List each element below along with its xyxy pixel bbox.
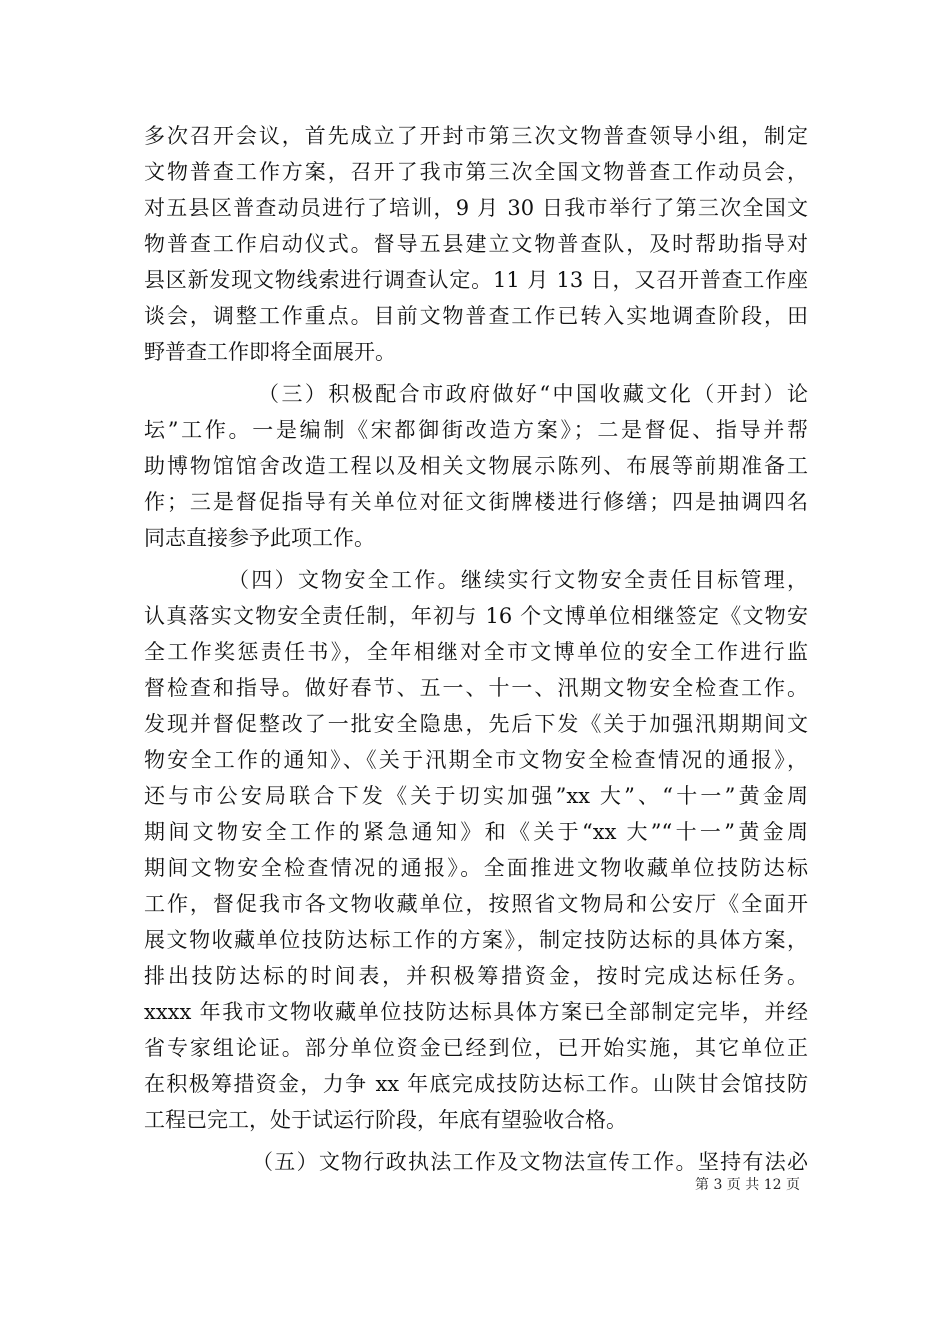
text-line: 督检查和指导。做好春节、五一、十一、汛期文物安全检查工作。 [144,676,808,700]
text-line: 全工作奖惩责任书》，全年相继对全市文博单位的安全工作进行监 [144,640,808,664]
text-line: 还与市公安局联合下发《关于切实加强”xx 大”、“十一”黄金周 [144,784,808,808]
text-line: 县区新发现文物线索进行调查认定。11 月 13 日，又召开普查工作座 [144,268,808,292]
text-line: 坛”工作。一是编制《宋都御街改造方案》；二是督促、指导并帮 [144,418,808,442]
text-line: 物安全工作的通知》、《关于汛期全市文物安全检查情况的通报》， [144,748,808,772]
paragraph-3 [144,562,808,1138]
text-line: 期间文物安全工作的紧急通知》和《关于“xx 大”“十一”黄金周 [144,820,808,844]
text-line: （五）文物行政执法工作及文物法宣传工作。坚持有法必 [252,1150,808,1174]
text-line: 省专家组论证。部分单位资金已经到位，已开始实施，其它单位正 [144,1036,808,1060]
text-line: xxxx 年我市文物收藏单位技防达标具体方案已全部制定完毕，并经 [144,1000,808,1024]
paragraph-2 [144,376,808,556]
text-line: 排出技防达标的时间表，并积极筹措资金，按时完成达标任务。 [144,964,808,988]
text-line: 谈会，调整工作重点。目前文物普查工作已转入实地调查阶段，田 [144,304,808,328]
body-text [144,118,808,1180]
paragraph-1 [144,118,808,370]
text-line: 期间文物安全检查情况的通报》。全面推进文物收藏单位技防达标 [144,856,808,880]
text-line: 对五县区普查动员进行了培训，9 月 30 日我市举行了第三次全国文 [144,196,808,220]
page-number-footer: 第 3 页 共 12 页 [695,1177,800,1193]
text-line: 野普查工作即将全面展开。 [144,340,396,364]
text-line: 同志直接参予此项工作。 [144,526,375,550]
text-line: 发现并督促整改了一批安全隐患，先后下发《关于加强汛期期间文 [144,712,808,736]
text-line: 多次召开会议，首先成立了开封市第三次文物普查领导小组，制定 [144,124,808,148]
text-line: 展文物收藏单位技防达标工作的方案》，制定技防达标的具体方案， [144,928,808,952]
text-line: 作；三是督促指导有关单位对征文街牌楼进行修缮；四是抽调四名 [144,490,808,514]
text-line: 助博物馆馆舍改造工程以及相关文物展示陈列、布展等前期准备工 [144,454,808,478]
text-line: 认真落实文物安全责任制，年初与 16 个文博单位相继签定《文物安 [144,604,808,628]
text-line: （三）积极配合市政府做好“中国收藏文化（开封）论 [258,382,808,406]
text-line: 物普查工作启动仪式。督导五县建立文物普查队，及时帮助指导对 [144,232,808,256]
text-line: 文物普查工作方案，召开了我市第三次全国文物普查工作动员会， [144,160,808,184]
text-line: 在积极筹措资金，力争 xx 年底完成技防达标工作。山陕甘会馆技防 [144,1072,808,1096]
text-line: 工程已完工，处于试运行阶段，年底有望验收合格。 [144,1108,627,1132]
text-line: 工作，督促我市各文物收藏单位，按照省文物局和公安厅《全面开 [144,892,808,916]
text-line: （四）文物安全工作。继续实行文物安全责任目标管理， [228,568,808,592]
paragraph-4 [144,1144,808,1180]
